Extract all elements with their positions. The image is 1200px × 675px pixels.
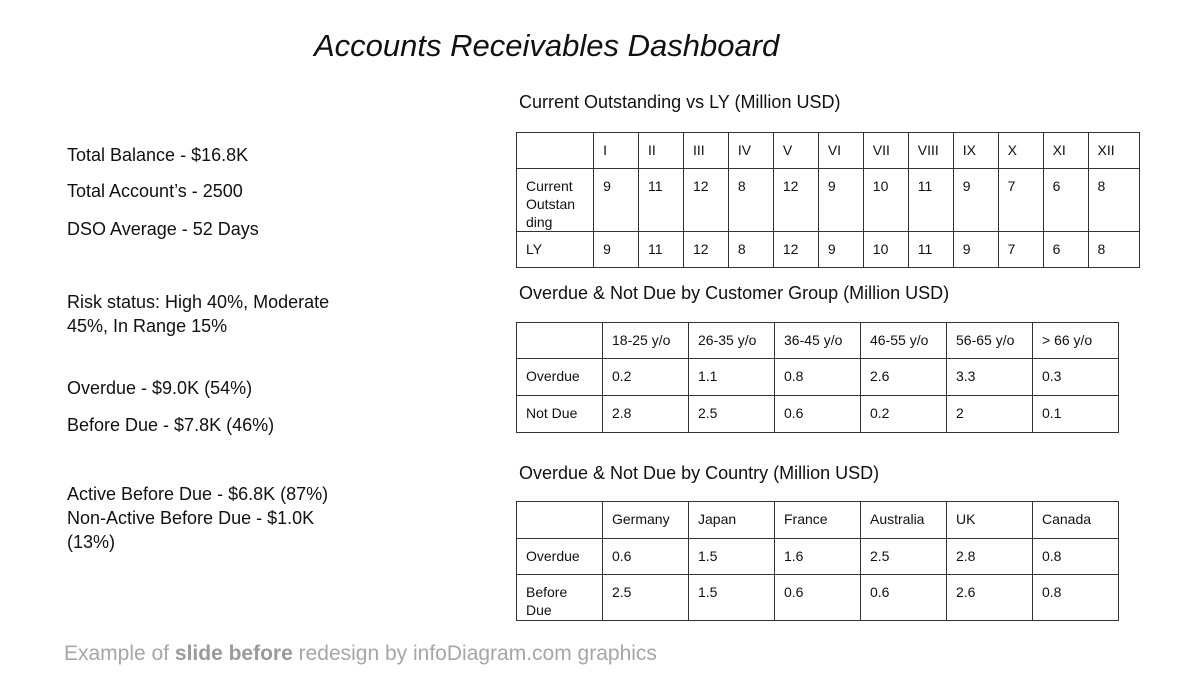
table-cell: 12 bbox=[773, 232, 818, 268]
table-cell: 11 bbox=[639, 232, 684, 268]
table-cell: 10 bbox=[863, 232, 908, 268]
table-cell: 9 bbox=[594, 169, 639, 232]
table-cell: 0.8 bbox=[1033, 539, 1119, 575]
table-cell: 1.1 bbox=[689, 359, 775, 396]
table-header-cell: VIII bbox=[908, 133, 953, 169]
footer-prefix: Example of bbox=[64, 642, 175, 665]
table-header-cell: UK bbox=[947, 502, 1033, 539]
table-cell: 0.2 bbox=[603, 359, 689, 396]
table-header-row bbox=[517, 323, 1119, 359]
row-label: Current Outstan ding bbox=[517, 169, 594, 232]
table-header-cell: Germany bbox=[603, 502, 689, 539]
table-cell: 10 bbox=[863, 169, 908, 232]
table-row bbox=[517, 232, 1140, 268]
footer-caption bbox=[64, 642, 657, 666]
footer-bold: slide before bbox=[174, 642, 293, 665]
table-cell: 0.6 bbox=[603, 539, 689, 575]
table-row bbox=[517, 575, 1119, 621]
table-cell: 0.6 bbox=[861, 575, 947, 621]
table-cell: 0.8 bbox=[1033, 575, 1119, 621]
table-header-cell: XI bbox=[1043, 133, 1088, 169]
kpi-risk-status-line2: 45%, In Range 15% bbox=[67, 316, 228, 336]
table-header-cell: 26-35 y/o bbox=[689, 323, 775, 359]
table-cell: 12 bbox=[683, 169, 728, 232]
table-cell: 2.6 bbox=[861, 359, 947, 396]
table-cell: 2.5 bbox=[861, 539, 947, 575]
table-header-cell: Japan bbox=[689, 502, 775, 539]
page-title: Accounts Receivables Dashboard bbox=[314, 28, 780, 63]
customer-group-table bbox=[516, 322, 1119, 433]
table-header-cell: VI bbox=[818, 133, 863, 169]
kpi-active-before-due: Active Before Due - $6.8K (87%) bbox=[67, 484, 329, 504]
kpi-risk-status bbox=[67, 290, 329, 338]
kpi-dso-average: DSO Average - 52 Days bbox=[67, 219, 259, 239]
table3-title: Overdue & Not Due by Country (Million USD) bbox=[519, 463, 880, 483]
table-header-cell: Canada bbox=[1033, 502, 1119, 539]
kpi-overdue: Overdue - $9.0K (54%) bbox=[67, 378, 253, 398]
table-cell: 7 bbox=[998, 169, 1043, 232]
table-row bbox=[517, 359, 1119, 396]
table-cell bbox=[517, 133, 594, 169]
table-cell bbox=[517, 502, 603, 539]
table-header-row bbox=[517, 133, 1140, 169]
table-cell: 0.1 bbox=[1033, 396, 1119, 433]
table-row bbox=[517, 539, 1119, 575]
table-cell: 0.2 bbox=[861, 396, 947, 433]
table-cell: 1.5 bbox=[689, 575, 775, 621]
table-header-cell: I bbox=[594, 133, 639, 169]
table-header-cell: V bbox=[773, 133, 818, 169]
row-label: Overdue bbox=[517, 359, 603, 396]
table-header-cell: III bbox=[683, 133, 728, 169]
kpi-nonactive-line2: (13%) bbox=[67, 532, 116, 552]
table2-title: Overdue & Not Due by Customer Group (Million USD) bbox=[519, 283, 950, 303]
table-header-cell: IV bbox=[728, 133, 773, 169]
table-cell: 8 bbox=[728, 169, 773, 232]
table-header-row bbox=[517, 502, 1119, 539]
table-row bbox=[517, 169, 1140, 232]
table-cell: 11 bbox=[639, 169, 684, 232]
table-cell: 2 bbox=[947, 396, 1033, 433]
current-outstanding-table bbox=[516, 132, 1140, 268]
table-cell: 9 bbox=[818, 232, 863, 268]
row-label: LY bbox=[517, 232, 594, 268]
table-cell: 0.8 bbox=[775, 359, 861, 396]
table-cell: 9 bbox=[818, 169, 863, 232]
table-header-cell: 46-55 y/o bbox=[861, 323, 947, 359]
table-header-cell: IX bbox=[953, 133, 998, 169]
table-header-cell: VII bbox=[863, 133, 908, 169]
table-cell: 8 bbox=[1088, 169, 1139, 232]
kpi-total-accounts: Total Account’s - 2500 bbox=[67, 181, 243, 201]
table-cell: 2.8 bbox=[603, 396, 689, 433]
table-cell: 8 bbox=[728, 232, 773, 268]
row-label: Not Due bbox=[517, 396, 603, 433]
table-cell: 9 bbox=[953, 232, 998, 268]
table-cell: 2.5 bbox=[603, 575, 689, 621]
footer-suffix: redesign by infoDiagram.com graphics bbox=[292, 642, 657, 665]
table1-title: Current Outstanding vs LY (Million USD) bbox=[519, 92, 841, 112]
table-header-cell: 18-25 y/o bbox=[603, 323, 689, 359]
table-header-cell: 36-45 y/o bbox=[775, 323, 861, 359]
country-table bbox=[516, 501, 1119, 621]
kpi-nonactive-line1: Non-Active Before Due - $1.0K bbox=[67, 508, 315, 528]
kpi-nonactive-before-due bbox=[67, 506, 314, 554]
kpi-risk-status-line1: Risk status: High 40%, Moderate bbox=[67, 292, 330, 312]
table-cell: 7 bbox=[998, 232, 1043, 268]
table-cell: 1.5 bbox=[689, 539, 775, 575]
table-header-cell: II bbox=[639, 133, 684, 169]
table-cell: 0.6 bbox=[775, 396, 861, 433]
table-cell: 2.6 bbox=[947, 575, 1033, 621]
table-row bbox=[517, 396, 1119, 433]
table-header-cell: France bbox=[775, 502, 861, 539]
table-cell: 11 bbox=[908, 169, 953, 232]
table-cell: 9 bbox=[953, 169, 998, 232]
table-cell: 2.8 bbox=[947, 539, 1033, 575]
table-header-cell: Australia bbox=[861, 502, 947, 539]
table-header-cell: XII bbox=[1088, 133, 1139, 169]
table-cell: 1.6 bbox=[775, 539, 861, 575]
table-cell: 6 bbox=[1043, 169, 1088, 232]
table-header-cell: > 66 y/o bbox=[1033, 323, 1119, 359]
table-cell: 11 bbox=[908, 232, 953, 268]
table-cell bbox=[517, 323, 603, 359]
table-header-cell: 56-65 y/o bbox=[947, 323, 1033, 359]
table-cell: 12 bbox=[683, 232, 728, 268]
table-cell: 0.6 bbox=[775, 575, 861, 621]
row-label: Before Due bbox=[517, 575, 603, 621]
table-cell: 12 bbox=[773, 169, 818, 232]
table-cell: 2.5 bbox=[689, 396, 775, 433]
row-label: Overdue bbox=[517, 539, 603, 575]
kpi-total-balance: Total Balance - $16.8K bbox=[67, 145, 249, 165]
table-cell: 0.3 bbox=[1033, 359, 1119, 396]
table-header-cell: X bbox=[998, 133, 1043, 169]
table-cell: 9 bbox=[594, 232, 639, 268]
table-cell: 8 bbox=[1088, 232, 1139, 268]
table-cell: 6 bbox=[1043, 232, 1088, 268]
kpi-before-due: Before Due - $7.8K (46%) bbox=[67, 415, 275, 435]
table-cell: 3.3 bbox=[947, 359, 1033, 396]
